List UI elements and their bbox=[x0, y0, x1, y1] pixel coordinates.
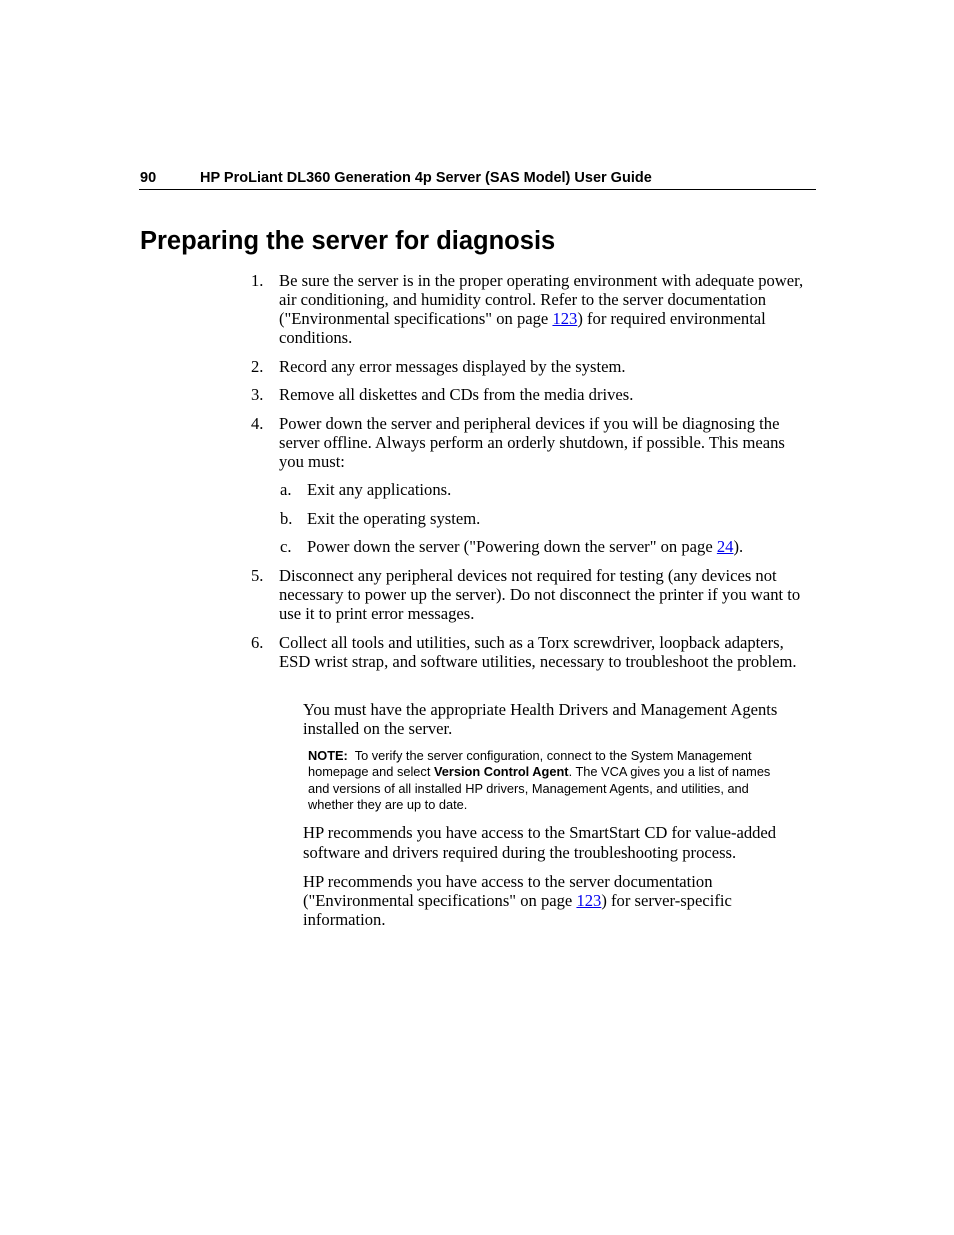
step-6 bbox=[251, 633, 811, 671]
substep-text: Exit the operating system. bbox=[307, 509, 481, 528]
page-link-24[interactable]: 24 bbox=[716, 537, 734, 556]
page-link-123[interactable]: 123 bbox=[576, 891, 602, 910]
step-number: 2. bbox=[251, 357, 264, 376]
note-text: To verify the server configuration, connect to the System Management homepage and select Version Control Agent. The VCA gives you a list of names and versions of all installed HP drivers, Management Agents, and utilities, and whether they are up to date. bbox=[308, 748, 771, 813]
step-text: Power down the server and peripheral devices if you will be diagnosing the server offline. Always perform an orderly shutdown, if possible. This means you must: bbox=[279, 414, 785, 471]
page-number: 90 bbox=[140, 170, 157, 186]
running-header bbox=[139, 168, 816, 190]
step-text: Collect all tools and utilities, such as a Torx screwdriver, loopback adapters, ESD wrist strap, and software utilities, necessary to troubleshoot the problem. bbox=[279, 633, 797, 671]
paragraph-smartstart: HP recommends you have access to the SmartStart CD for value-added software and drivers required during the troubleshooting process. bbox=[303, 823, 777, 862]
step-text: Be sure the server is in the proper operating environment with adequate power, air conditioning, and humidity control. Refer to the server documentation ("Environmental specifications" on page 123) for required environmental conditions. bbox=[279, 271, 804, 347]
paragraph-documentation: HP recommends you have access to the server documentation ("Environmental specifications" on page 123) for server-specific information. bbox=[303, 872, 732, 929]
section-title: Preparing the server for diagnosis bbox=[140, 227, 556, 255]
substep-letter: c. bbox=[280, 537, 292, 556]
step-4 bbox=[251, 414, 811, 471]
substep-text: Power down the server ("Powering down the server" on page 24). bbox=[307, 537, 744, 556]
step-1 bbox=[251, 271, 811, 347]
substep-letter: a. bbox=[280, 480, 292, 499]
step-text: Remove all diskettes and CDs from the media drives. bbox=[279, 385, 634, 404]
substep-letter: b. bbox=[280, 509, 293, 528]
page-link-123[interactable]: 123 bbox=[552, 309, 578, 328]
step-number: 6. bbox=[251, 633, 264, 652]
note-label: NOTE: bbox=[308, 748, 348, 763]
note-bold-term: Version Control Agent bbox=[433, 764, 569, 780]
substep-c bbox=[280, 537, 800, 556]
step-number: 3. bbox=[251, 385, 264, 404]
step-text: Disconnect any peripheral devices not required for testing (any devices not necessary to power up the server). Do not disconnect the printer if you want to use it to print error messages. bbox=[279, 566, 801, 623]
paragraph-health-drivers: You must have the appropriate Health Drivers and Management Agents installed on the server. bbox=[303, 700, 778, 738]
step-number: 1. bbox=[251, 271, 264, 290]
step-3 bbox=[251, 385, 811, 404]
note-box bbox=[308, 748, 778, 814]
substep-b bbox=[280, 509, 800, 528]
step-number: 5. bbox=[251, 566, 264, 585]
step-2 bbox=[251, 357, 811, 376]
step-number: 4. bbox=[251, 414, 264, 433]
document-title: HP ProLiant DL360 Generation 4p Server (SAS Model) User Guide bbox=[200, 170, 652, 186]
step-5 bbox=[251, 566, 811, 623]
step-text: Record any error messages displayed by the system. bbox=[279, 357, 626, 376]
substep-a bbox=[280, 480, 800, 499]
substep-text: Exit any applications. bbox=[307, 480, 452, 499]
